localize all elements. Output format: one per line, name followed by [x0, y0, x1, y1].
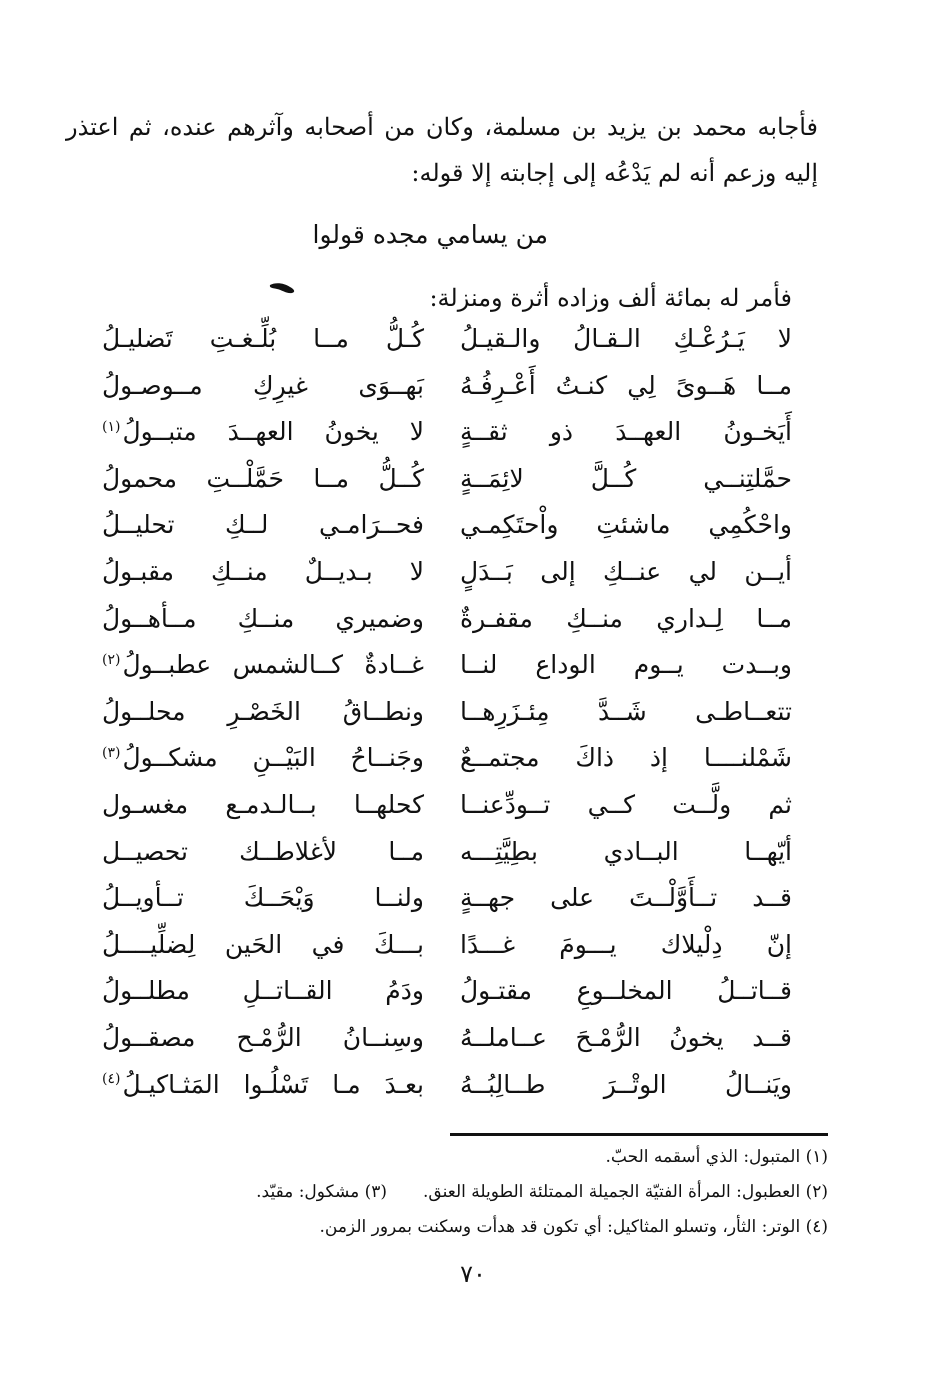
footnote-reference: (٢) — [102, 651, 121, 668]
verse-second-text: بعـدَ مـا تَسْلُـوا المَثـاكيـلُ — [122, 1069, 424, 1099]
verse-row — [0, 976, 946, 1023]
verse-second-text: ودَمُ القــاتــلِ مطلــولُ — [102, 976, 424, 1006]
verse-row — [0, 650, 946, 697]
verse-second-text: بَهــوَى غيرِكِ مــوصـولُ — [102, 370, 424, 400]
verse-second-text: لا يخونُ العهــدَ متبــولُ — [122, 417, 424, 447]
footnote-reference: (٣) — [102, 745, 121, 762]
page-number: ٧٠ — [460, 1260, 486, 1288]
verse-second-hemistich — [102, 650, 424, 679]
verse-first-hemistich: قــاتــلُ المخلــوعِ مقتـولُ — [460, 976, 792, 1006]
verse-second-hemistich — [102, 1023, 424, 1052]
verse-first-hemistich: تتعــاطـى شَــدَّ مِئـزَرِهــا — [460, 696, 792, 726]
verse-row — [0, 510, 946, 557]
verse-second-text: ونطــاقُ الخَصْـرِ محلــولُ — [102, 696, 424, 726]
verse-first-hemistich: أيــن لي عنــكِ إلى بَــدَلٍ — [460, 556, 792, 586]
verse-first-hemistich: ثم ولَّــت كــي تــودِّعنــا — [460, 789, 792, 819]
verse-row — [0, 604, 946, 651]
verse-first-hemistich: ويَنــالُ الوتْــرَ طــالِبُــهُ — [460, 1069, 792, 1099]
verse-first-hemistich: مــا لِـداري منــكِ مقفـرةٌ — [460, 603, 792, 633]
intro-line: فأمر له بمائة ألف وزاده أثرة ومنزلة: — [429, 284, 792, 312]
verse-second-text: وجَنــاحُ البَيْــنِ مشكــولُ — [122, 743, 424, 773]
footnote-1: (١) المتبول: الذي أسقمه الحبّ. — [605, 1147, 828, 1167]
verse-first-hemistich: لا يَـرُعْـكِ الـقـالُ والـقيـلُ — [460, 324, 792, 353]
footnote-3: (٣) مشكول: مقيّد. — [256, 1182, 388, 1202]
verse-second-text: فحــرَامـي لــكِ تحليــلُ — [102, 510, 424, 540]
verse-first-hemistich: إنّ دِلْيلاك يـــومَ غـــدًا — [460, 929, 792, 959]
verse-row — [0, 371, 946, 418]
verse-second-hemistich — [102, 930, 424, 959]
verse-first-hemistich: واحْكُمِي ماشئتِ واْحتَكِمـي — [460, 510, 792, 540]
verse-first-hemistich: قــد يخونُ الرُّمْـحَ عــاملــهُ — [460, 1022, 792, 1052]
verse-first-hemistich: قــد تــأَوَّلْــتَ على جهــةٍ — [460, 883, 792, 913]
verse-row — [0, 837, 946, 884]
quoted-hemistich: من يسامي مجده قولوا — [312, 220, 548, 249]
verse-first-hemistich: حمَّلتِنــي كُــلَّ لائِمَــةٍ — [460, 463, 792, 493]
verse-second-text: لا بـديــلٌ منــكِ مقبـولُ — [102, 556, 424, 586]
verse-row — [0, 557, 946, 604]
verse-second-hemistich — [102, 510, 424, 539]
verse-second-hemistich — [102, 324, 424, 353]
verse-first-hemistich: وبــدت يــوم الوداع لنــا — [460, 650, 792, 680]
verse-row — [0, 417, 946, 464]
verse-row — [0, 743, 946, 790]
opening-paragraph: فأجابه محمد بن يزيد بن مسلمة، وكان من أصحابه وآثرهم عنده، ثم اعتذر إليه وزعم أنه لم يَدْعُه إلى إجابته إلا قوله: — [66, 113, 818, 187]
footnote-2: (٢) العطبول: المرأة الفتيّة الجميلة الممتلئة الطويلة العنق. — [423, 1182, 828, 1202]
verse-second-text: كُـلُّ مــا بُلِّـغـتِ تَضليـلُ — [102, 324, 424, 353]
footnote-reference: (٤) — [102, 1071, 121, 1088]
verse-second-hemistich — [102, 790, 424, 819]
verse-first-hemistich: أيّهــا البــادي بطِيَّتِـــه — [460, 836, 792, 866]
footnotes — [90, 1140, 828, 1245]
verse-second-text: غــادةٌ كــالشمس عطبــولُ — [122, 650, 424, 680]
verse-row — [0, 697, 946, 744]
verse-second-hemistich — [102, 604, 424, 633]
verse-second-text: ولنــا وَيْحَــكَ تــأويــلُ — [102, 883, 424, 913]
verse-row — [0, 883, 946, 930]
footnote-rule — [450, 1133, 828, 1136]
verse-second-hemistich — [102, 371, 424, 400]
verse-second-text: وسِنــانُ الرُّمْـح مصقــولُ — [102, 1022, 424, 1052]
verse-first-hemistich: مــا هَــوىً لِي كنـتُ أَعْـرِفُـهُ — [460, 370, 792, 400]
verse-row — [0, 930, 946, 977]
verse-row — [0, 464, 946, 511]
verse-second-text: بـــكَ في الحَين لِضلِّيــــلُ — [102, 929, 424, 959]
verse-second-hemistich — [102, 417, 424, 446]
verse-second-hemistich — [102, 697, 424, 726]
verse-second-text: كحلهــا بــالـدمـع مغسـول — [102, 789, 424, 819]
verse-row — [0, 324, 946, 371]
verse-row — [0, 1070, 946, 1117]
verse-second-text: كُــلُّ مــا حَمَّلْــتِ محمولُ — [102, 463, 424, 493]
footnote-2-3 — [90, 1175, 828, 1210]
verse-second-hemistich — [102, 464, 424, 493]
verse-second-hemistich — [102, 1070, 424, 1099]
verse-second-text: مــا لأغلاطــك تحصيــل — [102, 836, 424, 866]
footnote-4: (٤) الوتر: الثأر، وتسلو المثاكيل: أي تكون قد هدأت وسكنت بمرور الزمن. — [319, 1217, 828, 1237]
verse-first-hemistich: شَمْلنــــا إذ ذاكَ مجتمــعٌ — [460, 743, 792, 773]
verse-second-text: وضميري منــكِ مــأهــولُ — [102, 603, 424, 633]
poem — [0, 324, 946, 1116]
verse-second-hemistich — [102, 557, 424, 586]
footnote-reference: (١) — [102, 418, 121, 435]
verse-second-hemistich — [102, 976, 424, 1005]
verse-second-hemistich — [102, 743, 424, 772]
verse-row — [0, 790, 946, 837]
verse-first-hemistich: أَيَخـونُ العهــدَ ذو ثقــةٍ — [460, 417, 792, 447]
ink-blot-mark — [268, 281, 298, 295]
verse-second-hemistich — [102, 883, 424, 912]
verse-row — [0, 1023, 946, 1070]
verse-second-hemistich — [102, 837, 424, 866]
